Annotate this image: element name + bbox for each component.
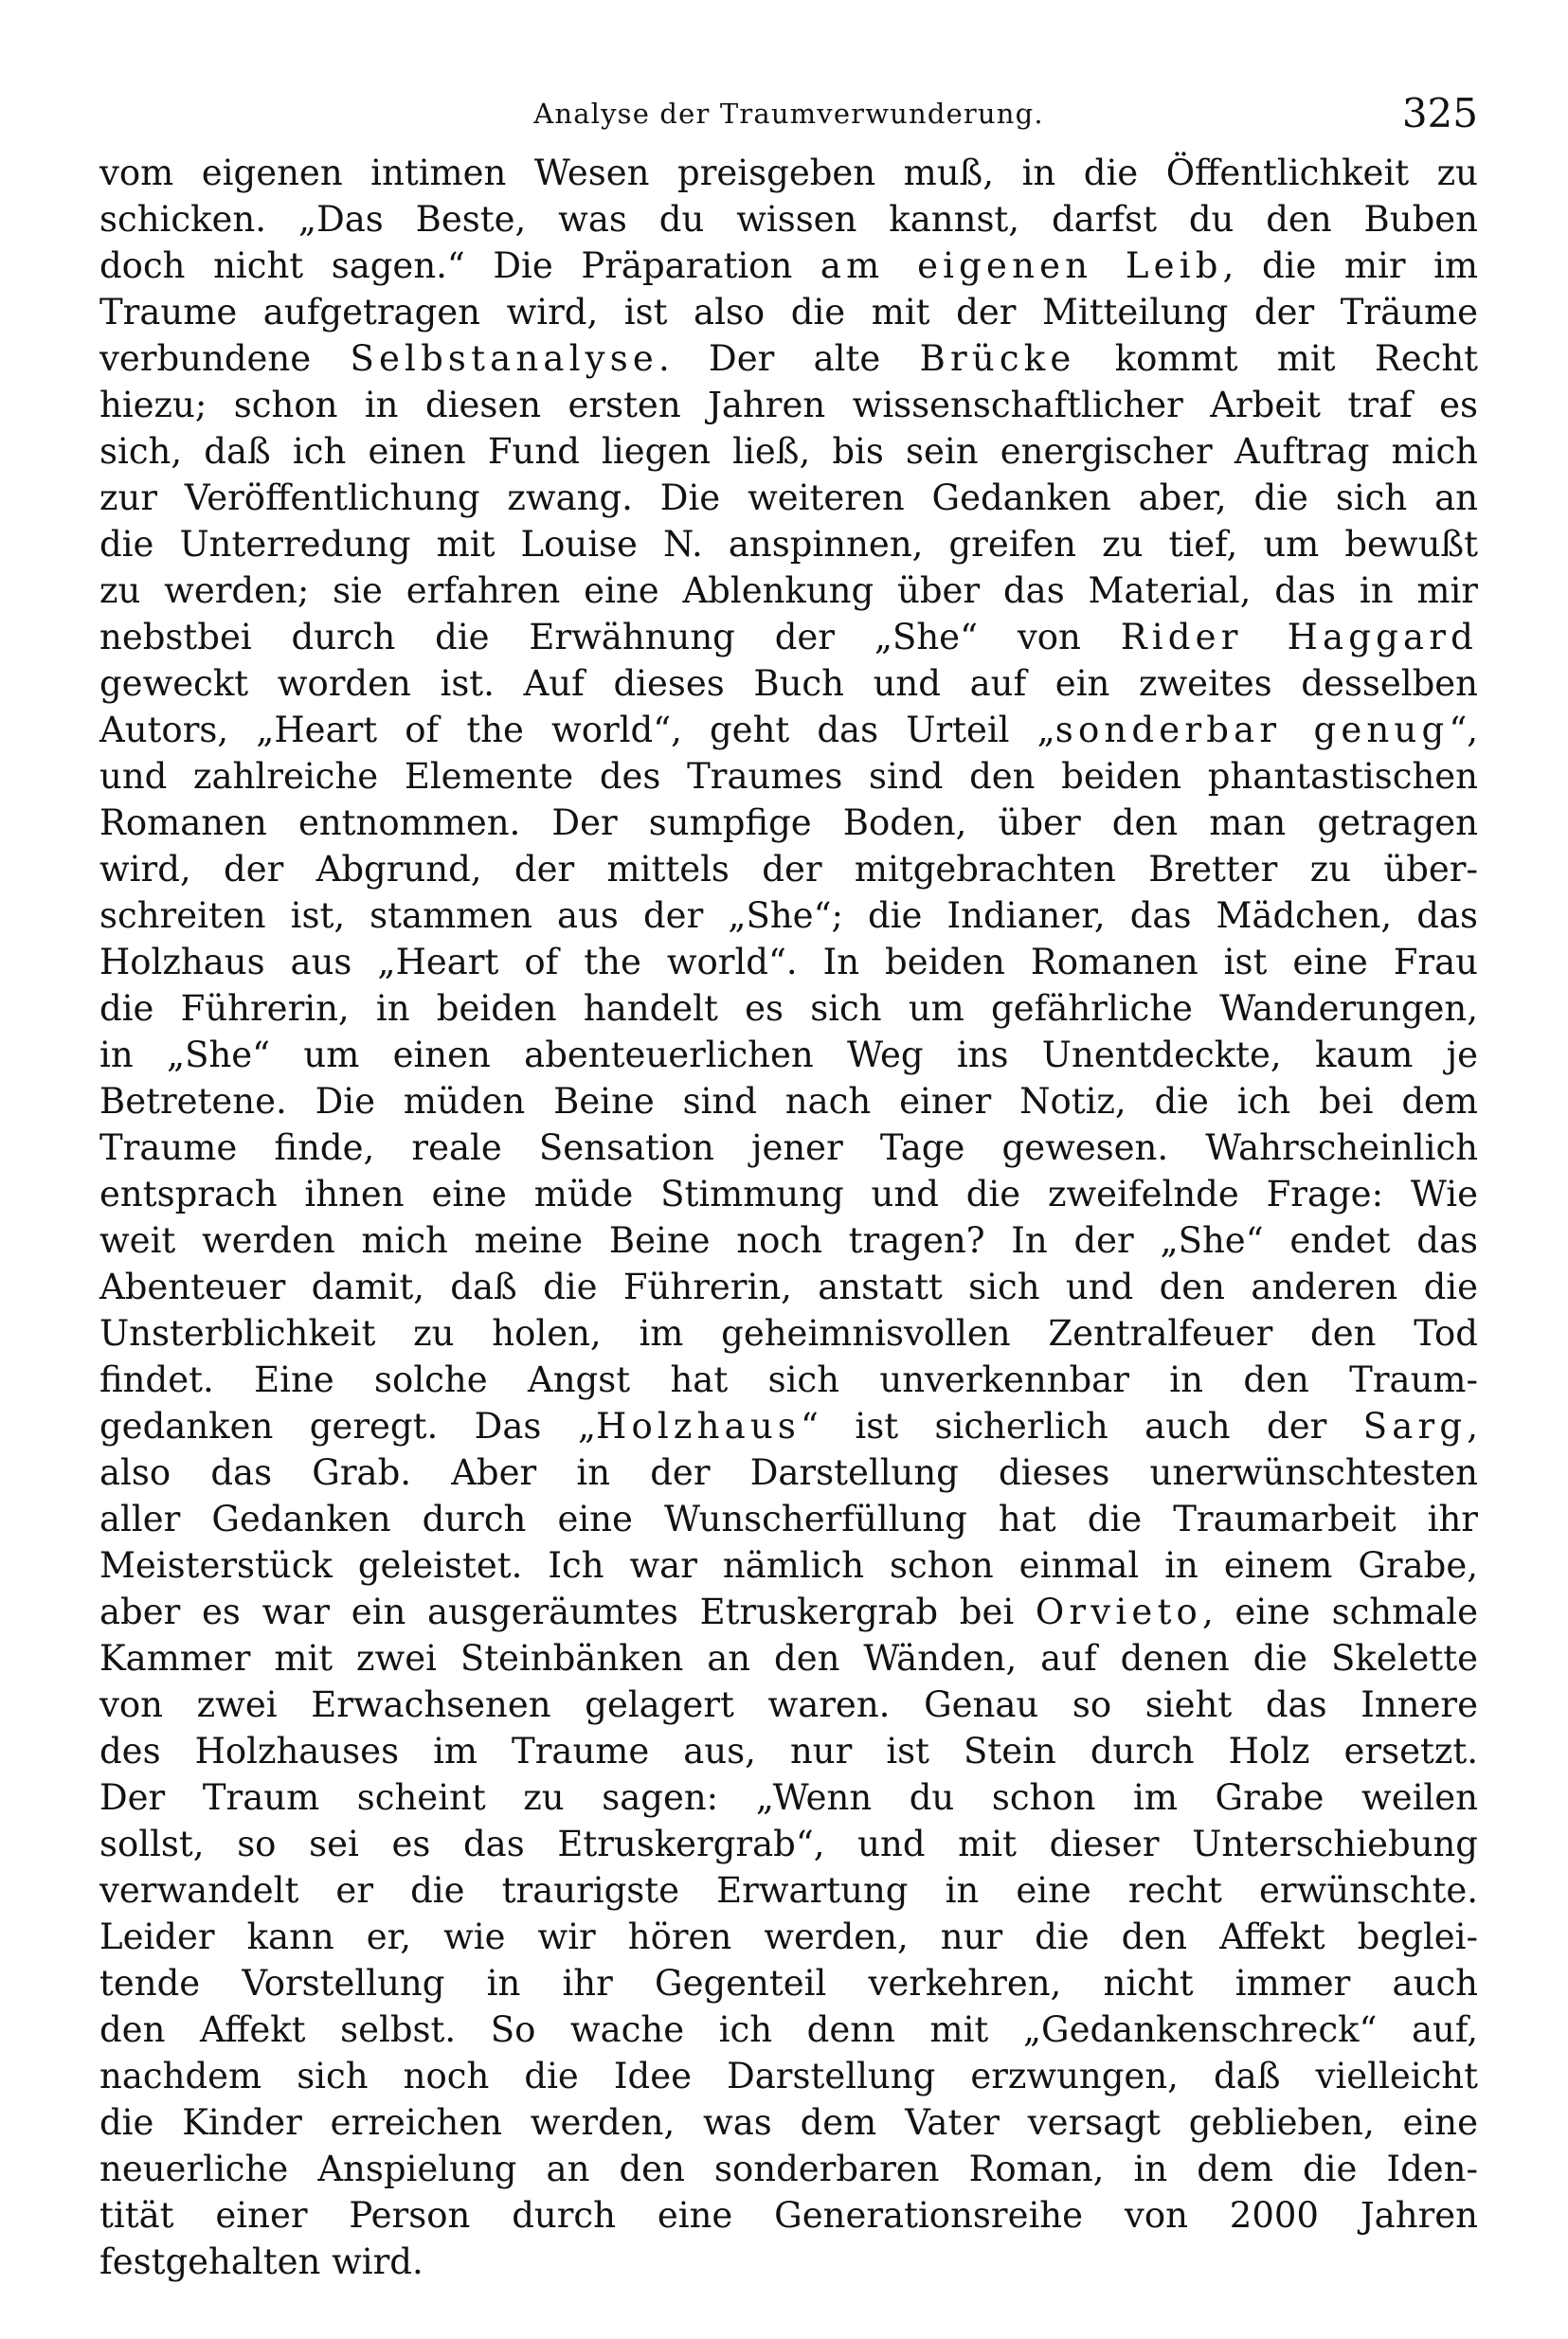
text-line-18: Holzhaus aus „Heart of the world“. In beiden Romanen ist eine Frau (99, 942, 1478, 982)
text-line-32: aber es war ein ausgeräumtes Etruskergrab bei Orvieto, eine schmale (99, 1592, 1479, 1632)
text-line-45: tität einer Person durch eine Generationsreihe von 2000 Jahren (99, 2195, 1478, 2236)
text-line-8: zur Veröffentlichung zwang. Die weiteren Gedanken aber, die sich an (99, 477, 1478, 518)
letterspaced-text: Brücke (919, 338, 1076, 379)
letterspaced-text: Selbstanalyse (350, 338, 658, 379)
text-line-5: verbundene Selbstanalyse. Der alte Brücke kommt mit Recht (99, 338, 1479, 379)
page-number: 325 (1401, 90, 1478, 136)
text-line-29: also das Grab. Aber in der Darstellung dieses unerwünschtesten (99, 1452, 1478, 1493)
text-line-43: die Kinder erreichen werden, was dem Vater versagt geblieben, eine (99, 2102, 1478, 2143)
text-line-39: Leider kann er, wie wir hören werden, nur die den Affekt beglei- (99, 1916, 1478, 1957)
text-line-40: tende Vorstellung in ihr Gegenteil verkehren, nicht immer auch (99, 1963, 1478, 2004)
text-line-34: von zwei Erwachsenen gelagert waren. Genau so sieht das Innere (99, 1684, 1478, 1725)
text-line-10: zu werden; sie erfahren eine Ablenkung über das Material, das in mir (99, 570, 1478, 611)
text-line-12: geweckt worden ist. Auf dieses Buch und auf ein zweites desselben (99, 663, 1478, 704)
text-line-2: schicken. „Das Beste, was du wissen kannst, darfst du den Buben (99, 199, 1478, 240)
text-line-20: in „She“ um einen abenteuerlichen Weg ins Unentdeckte, kaum je (99, 1035, 1478, 1075)
text-line-27: findet. Eine solche Angst hat sich unverkennbar in den Traum- (99, 1359, 1478, 1400)
text-line-42: nachdem sich noch die Idee Darstellung erzwungen, daß vielleicht (99, 2056, 1478, 2096)
text-line-22: Traume finde, reale Sensation jener Tage gewesen. Wahrscheinlich (99, 1127, 1478, 1168)
text-line-17: schreiten ist, stammen aus der „She“; die Indianer, das Mädchen, das (99, 895, 1478, 936)
page-header (99, 91, 1478, 136)
text-line-46: festgehalten wird. (99, 2241, 424, 2282)
text-line-11: nebstbei durch die Erwähnung der „She“ von Rider Haggard (99, 617, 1478, 657)
text-line-24: weit werden mich meine Beine noch tragen? In der „She“ endet das (99, 1220, 1478, 1261)
text-line-38: verwandelt er die traurigste Erwartung in eine recht erwünschte. (99, 1870, 1478, 1911)
text-line-13: Autors, „Heart of the world“, geht das Urteil „sonderbar genug“, (99, 710, 1478, 750)
text-line-1: vom eigenen intimen Wesen preisgeben muß, in die Öffentlichkeit zu (99, 153, 1478, 193)
letterspaced-text: Rider Haggard (1120, 617, 1478, 657)
text-line-23: entsprach ihnen eine müde Stimmung und die zweifelnde Frage: Wie (99, 1174, 1478, 1214)
text-line-7: sich, daß ich einen Fund liegen ließ, bis sein energischer Auftrag mich (99, 431, 1478, 472)
body-text (99, 150, 1478, 2285)
text-line-31: Meisterstück geleistet. Ich war nämlich schon einmal in einem Grabe, (99, 1545, 1478, 1586)
text-line-28: gedanken geregt. Das „Holzhaus“ ist sicherlich auch der Sarg, (99, 1406, 1478, 1447)
text-line-4: Traume aufgetragen wird, ist also die mit der Mitteilung der Träume (99, 292, 1478, 333)
text-line-26: Unsterblichkeit zu holen, im geheimnisvollen Zentralfeuer den Tod (99, 1313, 1478, 1354)
letterspaced-text: sonderbar genug (1054, 710, 1450, 750)
text-line-33: Kammer mit zwei Steinbänken an den Wänden, auf denen die Skelette (99, 1638, 1478, 1679)
text-line-37: sollst, so sei es das Etruskergrab“, und mit dieser Unterschiebung (99, 1824, 1478, 1864)
text-line-14: und zahlreiche Elemente des Traumes sind den beiden phantastischen (99, 756, 1478, 797)
letterspaced-text: Sarg (1362, 1406, 1468, 1447)
text-line-44: neuerliche Anspielung an den sonderbaren Roman, in dem die Iden- (99, 2149, 1478, 2189)
text-line-3: doch nicht sagen.“ Die Präparation am eigenen Leib, die mir im (99, 245, 1478, 286)
text-line-15: Romanen entnommen. Der sumpfige Boden, über den man getragen (99, 802, 1478, 843)
text-line-41: den Affekt selbst. So wache ich denn mit „Gedankenschreck“ auf, (99, 2009, 1478, 2050)
text-line-19: die Führerin, in beiden handelt es sich um gefährliche Wanderungen, (99, 988, 1478, 1029)
text-line-35: des Holzhauses im Traume aus, nur ist Stein durch Holz ersetzt. (99, 1731, 1478, 1772)
letterspaced-text: am eigenen Leib (820, 245, 1223, 286)
text-line-16: wird, der Abgrund, der mittels der mitgebrachten Bretter zu über- (99, 849, 1478, 890)
text-line-25: Abenteuer damit, daß die Führerin, anstatt sich und den anderen die (99, 1267, 1478, 1307)
text-line-36: Der Traum scheint zu sagen: „Wenn du schon im Grabe weilen (99, 1777, 1478, 1818)
text-line-9: die Unterredung mit Louise N. anspinnen, greifen zu tief, um bewußt (99, 524, 1478, 565)
letterspaced-text: Orvieto (1035, 1592, 1202, 1632)
text-line-6: hiezu; schon in diesen ersten Jahren wissenschaftlicher Arbeit traf es (99, 385, 1478, 425)
letterspaced-text: Holzhaus (596, 1406, 802, 1447)
running-title: Analyse der Traumverwunderung. (533, 98, 1044, 130)
text-line-21: Betretene. Die müden Beine sind nach einer Notiz, die ich bei dem (99, 1081, 1478, 1122)
text-line-30: aller Gedanken durch eine Wunscherfüllung hat die Traumarbeit ihr (99, 1499, 1478, 1539)
